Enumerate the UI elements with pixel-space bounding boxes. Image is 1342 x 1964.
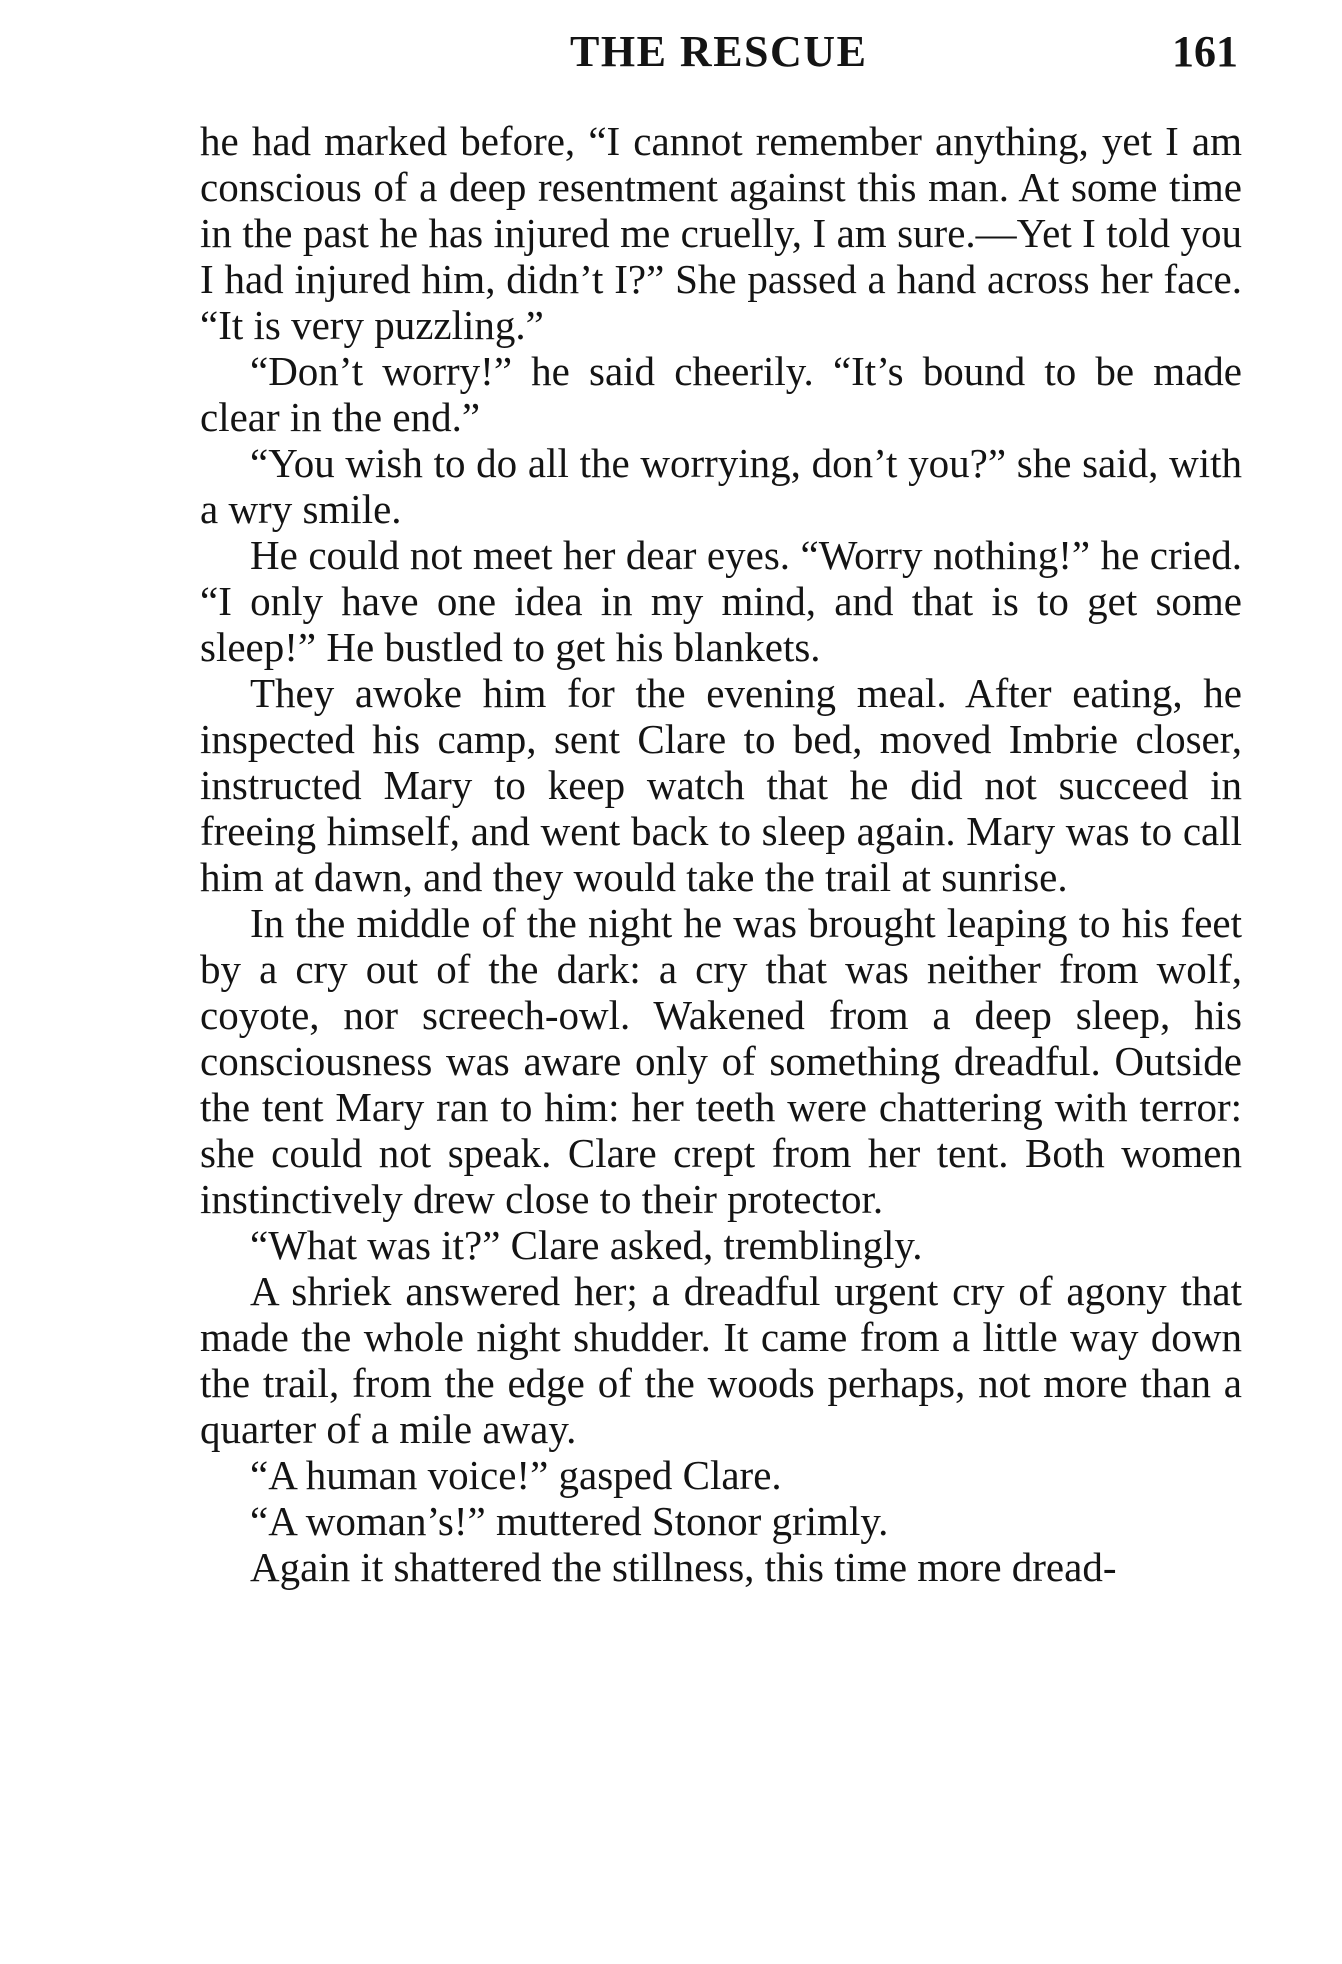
paragraph-4: He could not meet her dear eyes. “Worry nothing!” he cried. “I only have one idea in my mind, and that is to get some sleep!” He bustled to get his blankets. [200, 532, 1242, 670]
paragraph-7: “What was it?” Clare asked, tremblingly. [250, 1222, 923, 1268]
body-text [200, 118, 1242, 1590]
page-number: 161 [1172, 27, 1238, 76]
paragraph-9: “A human voice!” gasped Clare. [250, 1452, 782, 1498]
paragraph-5: They awoke him for the evening meal. After eating, he inspected his camp, sent Clare to bed, moved Imbrie closer, instructed Mary to keep watch that he did not succeed in freeing himself, and went back to sleep again. Mary was to call him at dawn, and they would take the trail at sunrise. [200, 670, 1242, 900]
paragraph-10: “A woman’s!” muttered Stonor grimly. [250, 1498, 889, 1544]
paragraph-11: Again it shattered the stillness, this time more dread- [250, 1544, 1117, 1590]
paragraph-3: “You wish to do all the worrying, don’t you?” she said, with a wry smile. [200, 440, 1242, 532]
running-head [200, 22, 1242, 82]
running-head-title: THE RESCUE [570, 27, 868, 76]
paragraph-2: “Don’t worry!” he said cheerily. “It’s bound to be made clear in the end.” [200, 348, 1242, 440]
paragraph-1: he had marked before, “I cannot remember anything, yet I am conscious of a deep resentment against this man. At some time in the past he has injured me cruelly, I am sure.—Yet I told you I had injured him, didn’t I?” She passed a hand across her face. “It is very puzzling.” [200, 118, 1242, 348]
paragraph-6: In the middle of the night he was brought leaping to his feet by a cry out of the dark: a cry that was neither from wolf, coyote, nor screech-owl. Wakened from a deep sleep, his consciousness was aware only of something dreadful. Outside the tent Mary ran to him: her teeth were chattering with terror: she could not speak. Clare crept from her tent. Both women instinctively drew close to their protector. [200, 900, 1242, 1222]
paragraph-8: A shriek answered her; a dreadful urgent cry of agony that made the whole night shudder. It came from a little way down the trail, from the edge of the woods perhaps, not more than a quarter of a mile away. [200, 1268, 1242, 1452]
